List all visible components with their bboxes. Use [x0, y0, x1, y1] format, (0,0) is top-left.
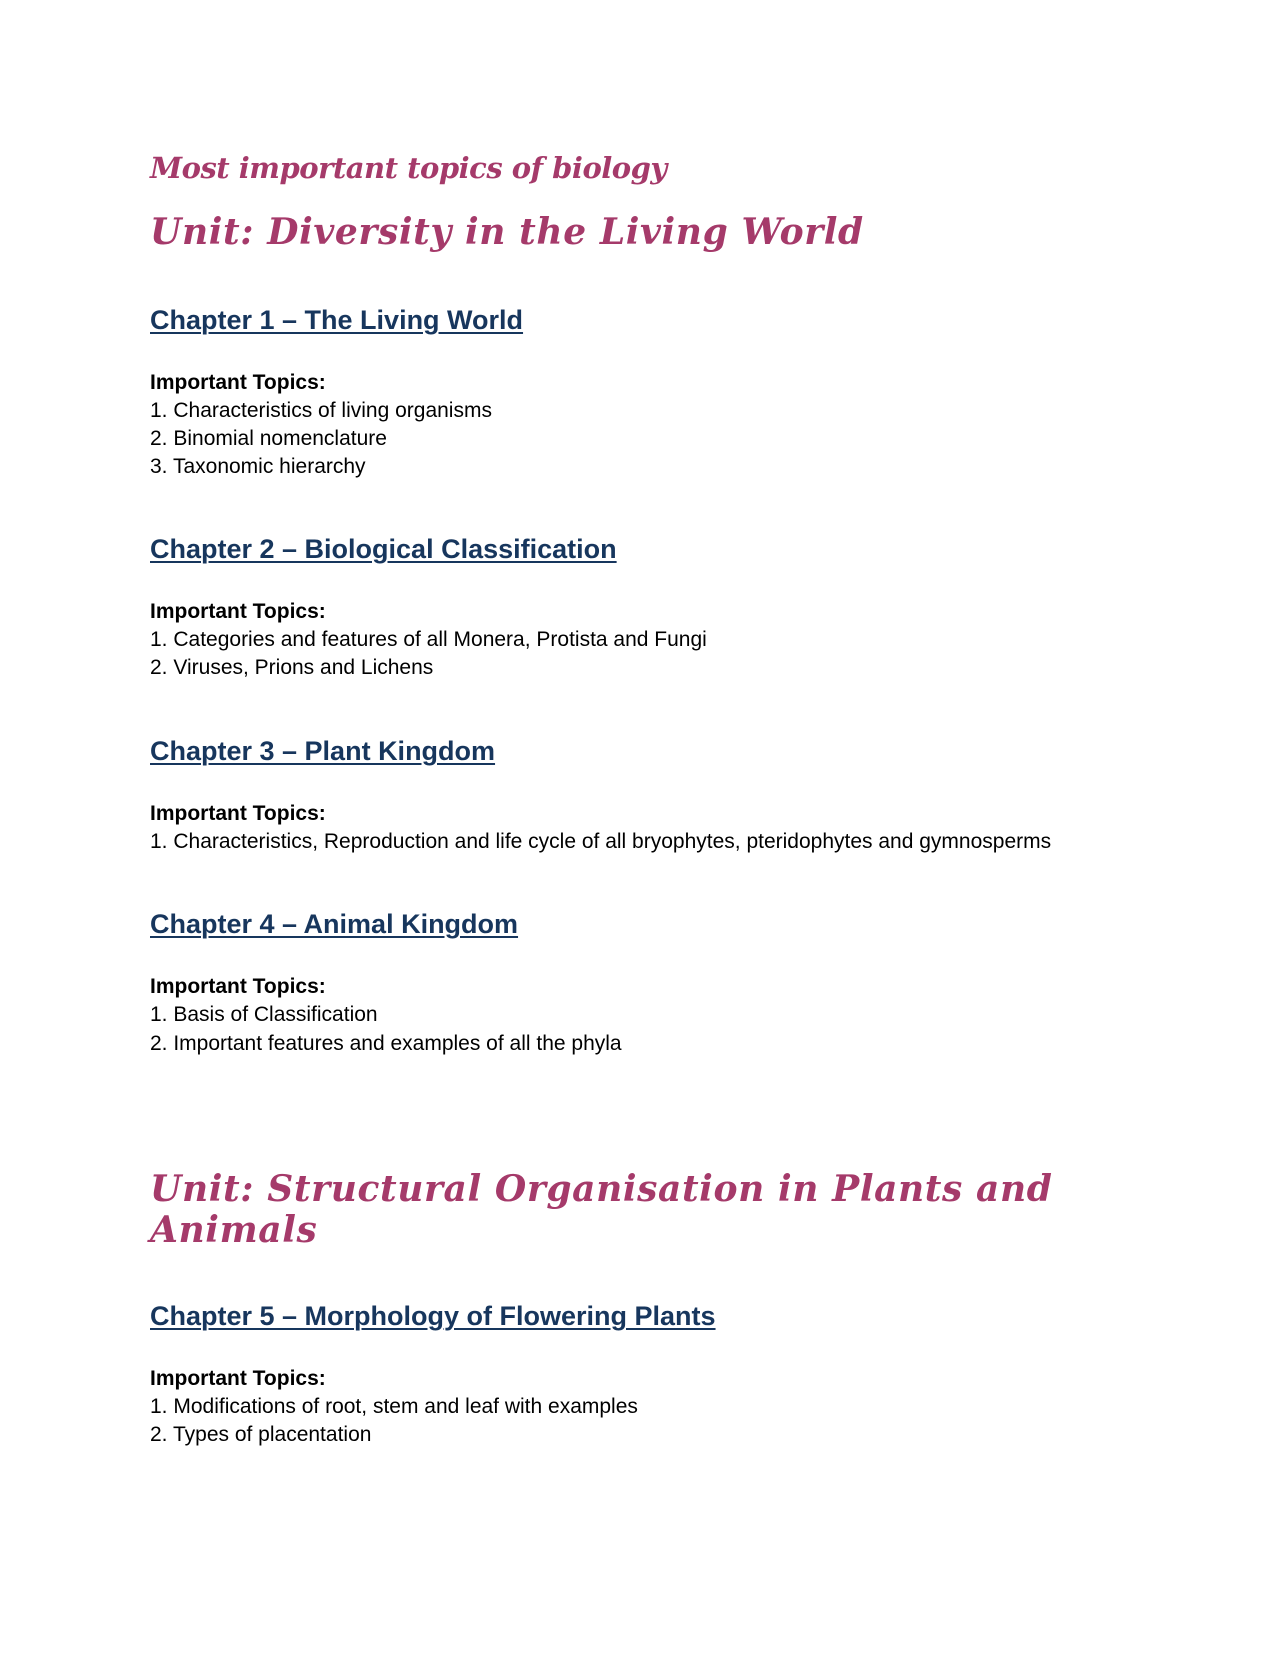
chapter-3-topic-1: 1. Characteristics, Reproduction and life cycle of all bryophytes, pteridophytes and gymnosperms — [150, 830, 1052, 853]
chapter-4-title: Chapter 4 – Animal Kingdom — [150, 909, 519, 939]
document-title: Most important topics of biology — [150, 151, 667, 185]
unit-1-title: Unit: Diversity in the Living World — [150, 211, 864, 253]
chapter-1-topic-3: 3. Taxonomic hierarchy — [150, 455, 366, 478]
chapter-2-topics-label: Important Topics: — [150, 600, 326, 623]
chapter-2-topic-2: 2. Viruses, Prions and Lichens — [150, 656, 434, 679]
chapter-5-topic-2: 2. Types of placentation — [150, 1423, 372, 1446]
chapter-4-topic-1: 1. Basis of Classification — [150, 1003, 378, 1026]
chapter-1-topic-1: 1. Characteristics of living organisms — [150, 399, 492, 422]
chapter-3-topics-label: Important Topics: — [150, 802, 326, 825]
chapter-1-topic-2: 2. Binomial nomenclature — [150, 427, 387, 450]
chapter-4-topic-2: 2. Important features and examples of all the phyla — [150, 1032, 622, 1055]
chapter-3-title: Chapter 3 – Plant Kingdom — [150, 736, 496, 766]
unit-2-title-line-2: Animals — [150, 1209, 318, 1251]
chapter-5-title: Chapter 5 – Morphology of Flowering Plants — [150, 1301, 716, 1331]
chapter-1-title: Chapter 1 – The Living World — [150, 305, 524, 335]
chapter-5-topics-label: Important Topics: — [150, 1367, 326, 1390]
chapter-2-topic-1: 1. Categories and features of all Monera, Protista and Fungi — [150, 628, 707, 651]
chapter-4-topics-label: Important Topics: — [150, 975, 326, 998]
unit-2-title-line-1: Unit: Structural Organisation in Plants and — [150, 1168, 1053, 1210]
chapter-1-topics-label: Important Topics: — [150, 371, 326, 394]
chapter-5-topic-1: 1. Modifications of root, stem and leaf with examples — [150, 1395, 638, 1418]
chapter-2-title: Chapter 2 – Biological Classification — [150, 534, 617, 564]
